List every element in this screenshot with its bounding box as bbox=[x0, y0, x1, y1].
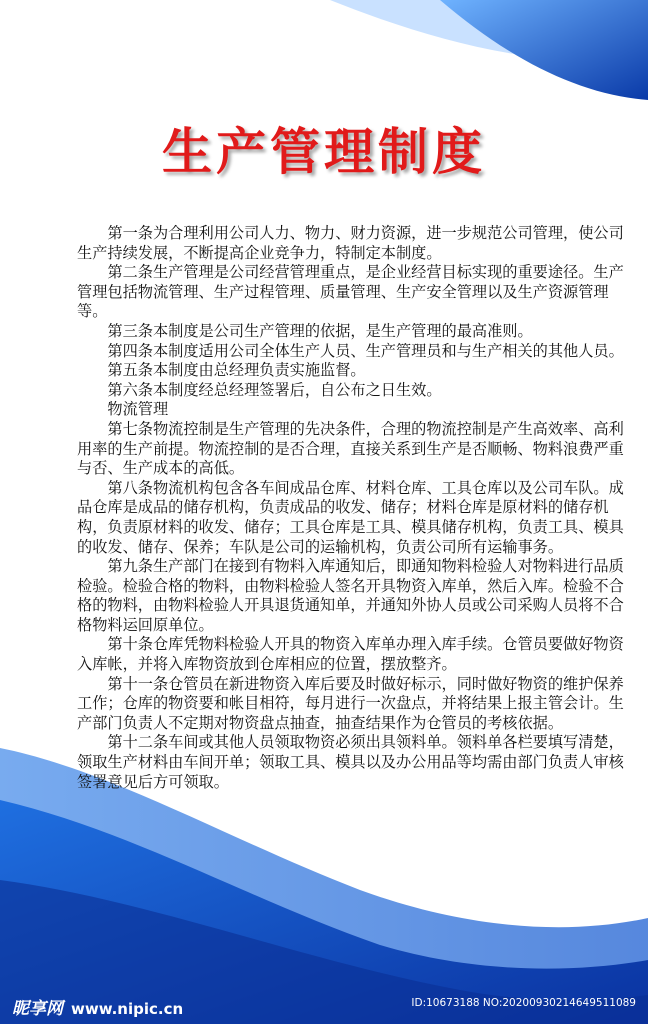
watermark-logo bbox=[12, 994, 183, 1019]
paragraph-11: 第十一条仓管员在新进物资入库后要及时做好标示，同时做好物资的维护保养工作；仓库的物资要和帐目相符，每月进行一次盘点，并将结果上报主管会计。生产部门负责人不定期对物资盘点抽查，抽查结果作为仓管员的考核依据。 bbox=[77, 674, 624, 732]
page-title: 生产管理制度 bbox=[162, 123, 486, 181]
document-body bbox=[77, 224, 633, 792]
paragraph-8: 第八条物流机构包含各车间成品仓库、材料仓库、工具仓库以及公司车队。成品仓库是成品的储存机构，负责成品的收发、储存；材料仓库是原材料的储存机构，负责原材料的收发、储存；工具仓库是工具、模具储存机构，负责工具、模具的收发、储存、保养；车队是公司的运输机构，负责公司所有运输事务。 bbox=[77, 478, 624, 556]
paragraph-1: 第一条为合理利用公司人力、物力、财力资源，进一步规范公司管理，使公司生产持续发展，不断提高企业竞争力，特制定本制度。 bbox=[77, 224, 624, 262]
paragraph-9: 第九条生产部门在接到有物料入库通知后，即通知物料检验人对物料进行品质检验。检验合格的物料，由物料检验人签名开具物资入库单，然后入库。检验不合格的物料，由物料检验人开具退货通知单，并通知外协人员或公司采购人员将不合格物料运回原单位。 bbox=[77, 557, 624, 634]
watermark-id: ID:10673188 NO:20200930214649511089 bbox=[411, 997, 636, 1009]
paragraph-4: 第四条本制度适用公司全体生产人员、生产管理员和与生产相关的其他人员。 bbox=[107, 341, 624, 360]
paragraph-7: 第七条物流控制是生产管理的先决条件，合理的物流控制是产生高效率、高利用率的生产前提。物流控制的是否合理，直接关系到生产是否顺畅、物料浪费严重与否、生产成本的高低。 bbox=[77, 419, 624, 478]
section-heading-logistics: 物流管理 bbox=[107, 400, 169, 419]
paragraph-2: 第二条生产管理是公司经营管理重点，是企业经营目标实现的重要途径。生产管理包括物流管理、生产过程管理、质量管理、生产安全管理以及生产资源管理等。 bbox=[77, 263, 624, 321]
paragraph-6: 第六条本制度经总经理签署后，自公布之日生效。 bbox=[107, 380, 442, 399]
paragraph-5: 第五条本制度由总经理负责实施监督。 bbox=[107, 361, 366, 380]
watermark-url: www.nipic.cn bbox=[71, 1000, 184, 1018]
watermark-brand: 昵享网 bbox=[12, 999, 63, 1019]
paragraph-3: 第三条本制度是公司生产管理的依据，是生产管理的最高准则。 bbox=[107, 321, 533, 340]
paragraph-10: 第十条仓库凭物料检验人开具的物资入库单办理入库手续。仓管员要做好物资入库帐，并将入库物资放到仓库相应的位置，摆放整齐。 bbox=[77, 635, 624, 674]
paragraph-12: 第十二条车间或其他人员领取物资必须出具领料单。领料单各栏要填写清楚，领取生产材料由车间开单；领取工具、模具以及办公用品等均需由部门负责人审核签署意见后方可领取。 bbox=[77, 733, 624, 791]
top-wave-dark bbox=[440, 0, 648, 100]
